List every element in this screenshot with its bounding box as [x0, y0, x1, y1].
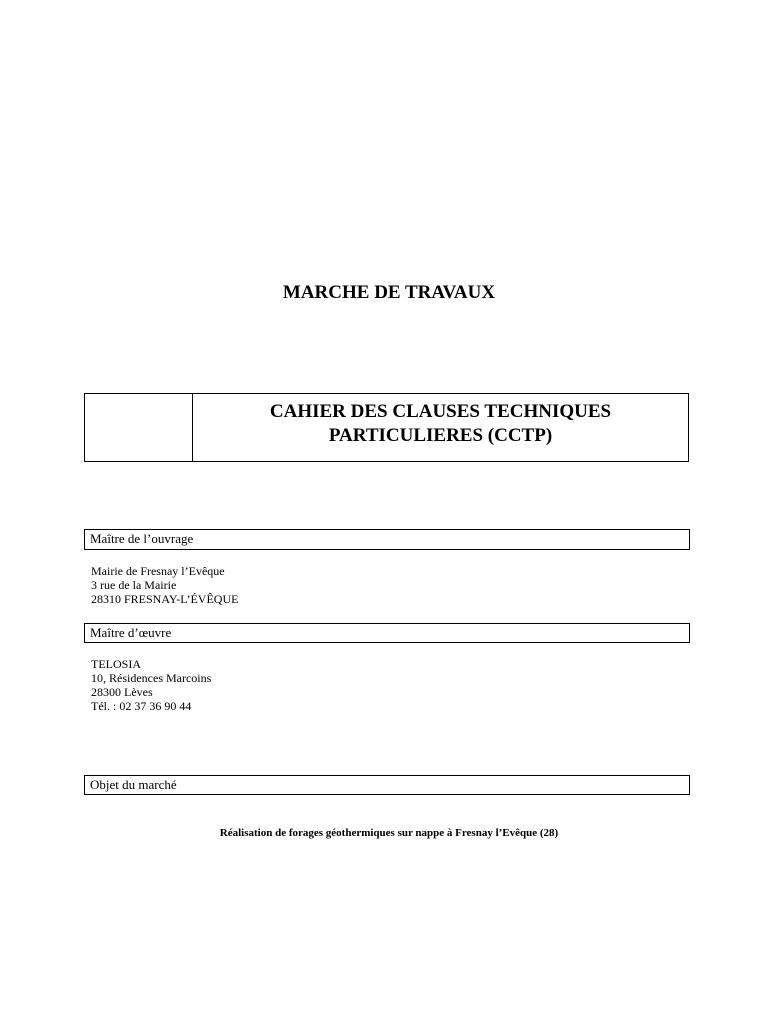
address-line: TELOSIA — [91, 657, 141, 671]
page-title: MARCHE DE TRAVAUX — [282, 282, 496, 303]
cctp-title-line-1: CAHIER DES CLAUSES TECHNIQUES — [269, 400, 612, 422]
objet-marche-header: Objet du marché — [84, 775, 690, 795]
address-line: Mairie de Fresnay l’Evêque — [91, 564, 225, 578]
maitre-oeuvre-address — [91, 657, 211, 713]
cctp-title-cell — [193, 394, 688, 461]
maitre-oeuvre-header: Maître d’œuvre — [84, 623, 690, 643]
maitre-ouvrage-address — [91, 564, 238, 606]
address-line: 28300 Lèves — [91, 685, 153, 699]
address-line: 28310 FRESNAY-L’ÉVÊQUE — [91, 592, 239, 606]
address-line: 10, Résidences Marcoins — [91, 671, 212, 685]
objet-marche-text: Réalisation de forages géothermiques sur nappe à Fresnay l’Evêque (28) — [219, 827, 559, 839]
cctp-empty-cell — [85, 394, 193, 461]
cctp-title-line-2: PARTICULIERES (CCTP) — [328, 424, 553, 446]
cctp-title-box — [84, 393, 689, 462]
maitre-ouvrage-header: Maître de l’ouvrage — [84, 529, 690, 550]
address-line: Tél. : 02 37 36 90 44 — [91, 699, 192, 713]
address-line: 3 rue de la Mairie — [91, 578, 177, 592]
